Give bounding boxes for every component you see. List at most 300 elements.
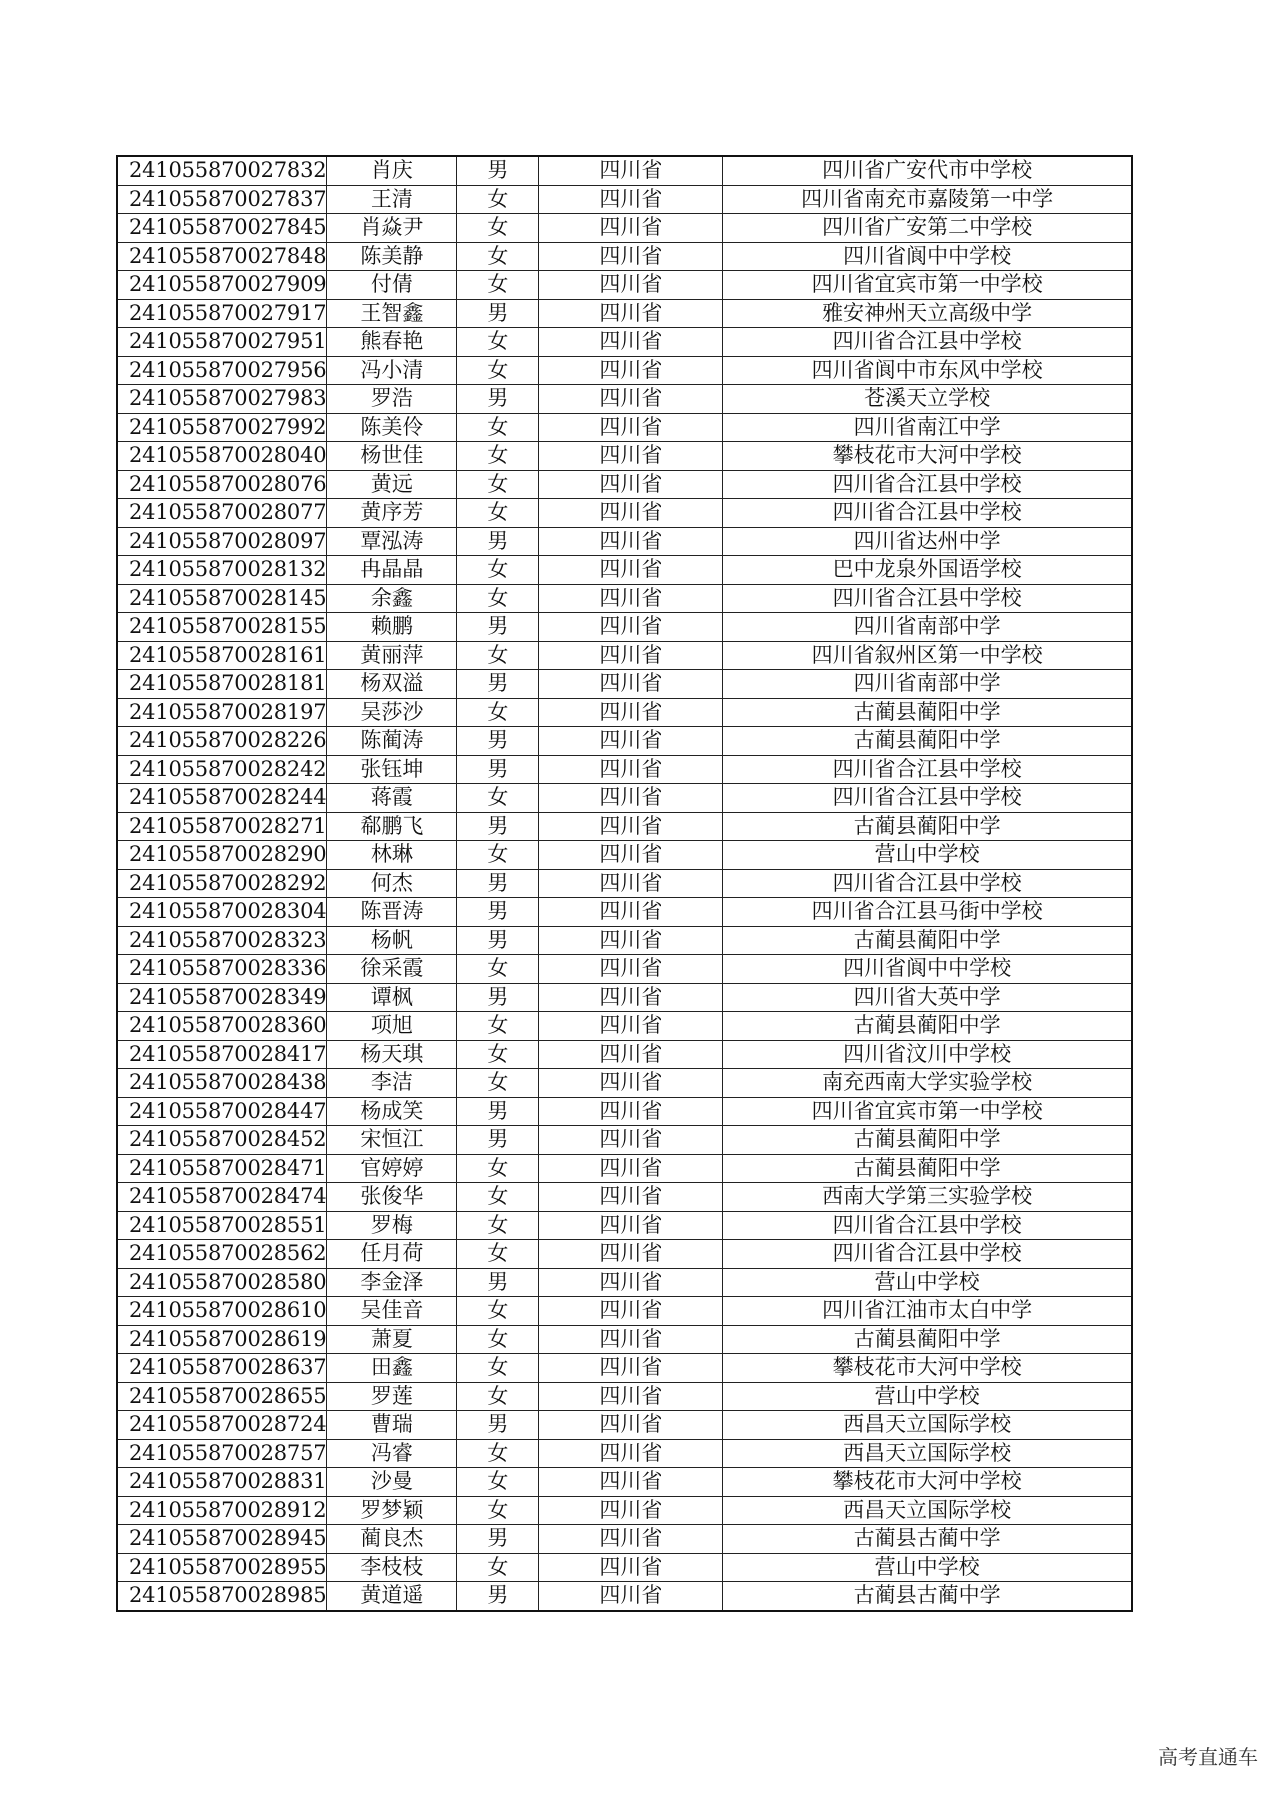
candidate-id-cell: 241055870028637 <box>117 1354 327 1383</box>
gender-cell: 女 <box>457 328 539 357</box>
gender-cell: 女 <box>457 271 539 300</box>
candidate-id-cell: 241055870028757 <box>117 1439 327 1468</box>
name-cell: 李金泽 <box>327 1268 457 1297</box>
table-row <box>117 898 1132 927</box>
candidate-id-cell: 241055870028452 <box>117 1126 327 1155</box>
province-cell: 四川省 <box>539 1240 723 1269</box>
candidate-id-cell: 241055870027845 <box>117 214 327 243</box>
school-cell: 苍溪天立学校 <box>723 385 1132 414</box>
province-cell: 四川省 <box>539 784 723 813</box>
name-cell: 余鑫 <box>327 584 457 613</box>
school-cell: 古蔺县蔺阳中学 <box>723 1154 1132 1183</box>
table-row <box>117 812 1132 841</box>
school-cell: 四川省合江县中学校 <box>723 470 1132 499</box>
school-cell: 西昌天立国际学校 <box>723 1439 1132 1468</box>
gender-cell: 男 <box>457 1126 539 1155</box>
candidate-id-cell: 241055870027917 <box>117 299 327 328</box>
name-cell: 冯睿 <box>327 1439 457 1468</box>
school-cell: 四川省合江县中学校 <box>723 755 1132 784</box>
candidate-id-cell: 241055870028155 <box>117 613 327 642</box>
name-cell: 林琳 <box>327 841 457 870</box>
school-cell: 西昌天立国际学校 <box>723 1411 1132 1440</box>
gender-cell: 女 <box>457 1240 539 1269</box>
school-cell: 四川省南充市嘉陵第一中学 <box>723 185 1132 214</box>
gender-cell: 女 <box>457 185 539 214</box>
province-cell: 四川省 <box>539 812 723 841</box>
candidate-id-cell: 241055870028945 <box>117 1525 327 1554</box>
province-cell: 四川省 <box>539 1297 723 1326</box>
province-cell: 四川省 <box>539 1582 723 1611</box>
name-cell: 曹瑞 <box>327 1411 457 1440</box>
candidate-id-cell: 241055870027951 <box>117 328 327 357</box>
table-row <box>117 1211 1132 1240</box>
candidate-id-cell: 241055870028271 <box>117 812 327 841</box>
table-row <box>117 727 1132 756</box>
candidate-id-cell: 241055870028831 <box>117 1468 327 1497</box>
table-row <box>117 1040 1132 1069</box>
gender-cell: 男 <box>457 1582 539 1611</box>
table-row <box>117 584 1132 613</box>
school-cell: 四川省叙州区第一中学校 <box>723 641 1132 670</box>
gender-cell: 男 <box>457 926 539 955</box>
name-cell: 熊春艳 <box>327 328 457 357</box>
table-row <box>117 328 1132 357</box>
name-cell: 陈美静 <box>327 242 457 271</box>
province-cell: 四川省 <box>539 1382 723 1411</box>
school-cell: 古蔺县蔺阳中学 <box>723 727 1132 756</box>
school-cell: 四川省合江县中学校 <box>723 869 1132 898</box>
table-row <box>117 784 1132 813</box>
gender-cell: 女 <box>457 1553 539 1582</box>
school-cell: 营山中学校 <box>723 1382 1132 1411</box>
candidate-id-cell: 241055870028290 <box>117 841 327 870</box>
name-cell: 张钰坤 <box>327 755 457 784</box>
school-cell: 四川省江油市太白中学 <box>723 1297 1132 1326</box>
gender-cell: 男 <box>457 1268 539 1297</box>
table-row <box>117 527 1132 556</box>
watermark-text: 高考直通车 <box>1158 1745 1258 1769</box>
gender-cell: 女 <box>457 413 539 442</box>
province-cell: 四川省 <box>539 499 723 528</box>
name-cell: 项旭 <box>327 1012 457 1041</box>
gender-cell: 女 <box>457 1439 539 1468</box>
name-cell: 吴佳音 <box>327 1297 457 1326</box>
candidate-id-cell: 241055870027832 <box>117 156 327 185</box>
name-cell: 黄远 <box>327 470 457 499</box>
school-cell: 古蔺县蔺阳中学 <box>723 698 1132 727</box>
gender-cell: 男 <box>457 1097 539 1126</box>
table-row <box>117 271 1132 300</box>
gender-cell: 女 <box>457 698 539 727</box>
candidate-id-cell: 241055870028360 <box>117 1012 327 1041</box>
province-cell: 四川省 <box>539 1097 723 1126</box>
school-cell: 古蔺县蔺阳中学 <box>723 1325 1132 1354</box>
table-row <box>117 1097 1132 1126</box>
school-cell: 四川省南部中学 <box>723 670 1132 699</box>
gender-cell: 女 <box>457 499 539 528</box>
name-cell: 杨帆 <box>327 926 457 955</box>
name-cell: 杨天琪 <box>327 1040 457 1069</box>
gender-cell: 女 <box>457 214 539 243</box>
province-cell: 四川省 <box>539 869 723 898</box>
province-cell: 四川省 <box>539 356 723 385</box>
gender-cell: 女 <box>457 442 539 471</box>
gender-cell: 男 <box>457 527 539 556</box>
school-cell: 古蔺县古蔺中学 <box>723 1525 1132 1554</box>
gender-cell: 女 <box>457 356 539 385</box>
name-cell: 罗梅 <box>327 1211 457 1240</box>
school-cell: 营山中学校 <box>723 841 1132 870</box>
school-cell: 四川省阆中中学校 <box>723 242 1132 271</box>
province-cell: 四川省 <box>539 328 723 357</box>
school-cell: 古蔺县蔺阳中学 <box>723 1012 1132 1041</box>
name-cell: 谭枫 <box>327 983 457 1012</box>
school-cell: 四川省广安代市中学校 <box>723 156 1132 185</box>
candidate-id-cell: 241055870028724 <box>117 1411 327 1440</box>
province-cell: 四川省 <box>539 1154 723 1183</box>
name-cell: 官婷婷 <box>327 1154 457 1183</box>
school-cell: 四川省合江县中学校 <box>723 1211 1132 1240</box>
province-cell: 四川省 <box>539 1126 723 1155</box>
candidate-id-cell: 241055870028349 <box>117 983 327 1012</box>
gender-cell: 女 <box>457 1012 539 1041</box>
province-cell: 四川省 <box>539 1012 723 1041</box>
candidate-id-cell: 241055870028955 <box>117 1553 327 1582</box>
school-cell: 四川省合江县马街中学校 <box>723 898 1132 927</box>
province-cell: 四川省 <box>539 385 723 414</box>
province-cell: 四川省 <box>539 242 723 271</box>
candidate-id-cell: 241055870028242 <box>117 755 327 784</box>
table-row <box>117 1325 1132 1354</box>
school-cell: 古蔺县蔺阳中学 <box>723 1126 1132 1155</box>
name-cell: 冉晶晶 <box>327 556 457 585</box>
province-cell: 四川省 <box>539 442 723 471</box>
candidate-id-cell: 241055870028438 <box>117 1069 327 1098</box>
candidate-id-cell: 241055870028417 <box>117 1040 327 1069</box>
table-row <box>117 556 1132 585</box>
table-row <box>117 698 1132 727</box>
province-cell: 四川省 <box>539 841 723 870</box>
gender-cell: 女 <box>457 470 539 499</box>
name-cell: 罗梦颖 <box>327 1496 457 1525</box>
name-cell: 徐采霞 <box>327 955 457 984</box>
table-row <box>117 1411 1132 1440</box>
candidate-id-cell: 241055870028076 <box>117 470 327 499</box>
school-cell: 四川省大英中学 <box>723 983 1132 1012</box>
gender-cell: 男 <box>457 812 539 841</box>
table-row <box>117 1553 1132 1582</box>
name-cell: 杨双溢 <box>327 670 457 699</box>
table-row <box>117 470 1132 499</box>
province-cell: 四川省 <box>539 1525 723 1554</box>
province-cell: 四川省 <box>539 898 723 927</box>
school-cell: 四川省合江县中学校 <box>723 499 1132 528</box>
candidate-id-cell: 241055870028304 <box>117 898 327 927</box>
province-cell: 四川省 <box>539 156 723 185</box>
gender-cell: 女 <box>457 1325 539 1354</box>
name-cell: 王智鑫 <box>327 299 457 328</box>
name-cell: 张俊华 <box>327 1183 457 1212</box>
name-cell: 覃泓涛 <box>327 527 457 556</box>
province-cell: 四川省 <box>539 556 723 585</box>
gender-cell: 女 <box>457 242 539 271</box>
candidate-id-cell: 241055870028181 <box>117 670 327 699</box>
school-cell: 四川省汶川中学校 <box>723 1040 1132 1069</box>
table-row <box>117 1183 1132 1212</box>
school-cell: 攀枝花市大河中学校 <box>723 1468 1132 1497</box>
candidate-id-cell: 241055870028912 <box>117 1496 327 1525</box>
table-row <box>117 1012 1132 1041</box>
table-row <box>117 1354 1132 1383</box>
table-row <box>117 670 1132 699</box>
gender-cell: 女 <box>457 784 539 813</box>
candidate-id-cell: 241055870027848 <box>117 242 327 271</box>
table-row <box>117 442 1132 471</box>
gender-cell: 男 <box>457 727 539 756</box>
gender-cell: 女 <box>457 556 539 585</box>
candidate-id-cell: 241055870028132 <box>117 556 327 585</box>
table-row <box>117 1126 1132 1155</box>
school-cell: 古蔺县蔺阳中学 <box>723 926 1132 955</box>
gender-cell: 女 <box>457 584 539 613</box>
gender-cell: 女 <box>457 1183 539 1212</box>
school-cell: 营山中学校 <box>723 1553 1132 1582</box>
candidate-id-cell: 241055870028161 <box>117 641 327 670</box>
school-cell: 四川省宜宾市第一中学校 <box>723 1097 1132 1126</box>
candidate-id-cell: 241055870028244 <box>117 784 327 813</box>
province-cell: 四川省 <box>539 755 723 784</box>
province-cell: 四川省 <box>539 1040 723 1069</box>
candidate-id-cell: 241055870028985 <box>117 1582 327 1611</box>
name-cell: 李枝枝 <box>327 1553 457 1582</box>
name-cell: 罗莲 <box>327 1382 457 1411</box>
table-row <box>117 1582 1132 1611</box>
table-row <box>117 499 1132 528</box>
gender-cell: 男 <box>457 755 539 784</box>
province-cell: 四川省 <box>539 1496 723 1525</box>
table-row <box>117 869 1132 898</box>
table-row <box>117 413 1132 442</box>
table-row <box>117 983 1132 1012</box>
gender-cell: 女 <box>457 1211 539 1240</box>
candidate-id-cell: 241055870027837 <box>117 185 327 214</box>
province-cell: 四川省 <box>539 1268 723 1297</box>
gender-cell: 女 <box>457 1354 539 1383</box>
province-cell: 四川省 <box>539 983 723 1012</box>
province-cell: 四川省 <box>539 185 723 214</box>
candidate-id-cell: 241055870028097 <box>117 527 327 556</box>
table-row <box>117 1297 1132 1326</box>
gender-cell: 男 <box>457 299 539 328</box>
gender-cell: 男 <box>457 385 539 414</box>
province-cell: 四川省 <box>539 214 723 243</box>
province-cell: 四川省 <box>539 1553 723 1582</box>
school-cell: 攀枝花市大河中学校 <box>723 1354 1132 1383</box>
name-cell: 沙曼 <box>327 1468 457 1497</box>
school-cell: 四川省阆中中学校 <box>723 955 1132 984</box>
gender-cell: 男 <box>457 613 539 642</box>
candidate-id-cell: 241055870028655 <box>117 1382 327 1411</box>
name-cell: 赖鹏 <box>327 613 457 642</box>
school-cell: 四川省南江中学 <box>723 413 1132 442</box>
province-cell: 四川省 <box>539 1069 723 1098</box>
school-cell: 四川省南部中学 <box>723 613 1132 642</box>
school-cell: 四川省合江县中学校 <box>723 1240 1132 1269</box>
school-cell: 四川省合江县中学校 <box>723 328 1132 357</box>
name-cell: 陈美伶 <box>327 413 457 442</box>
province-cell: 四川省 <box>539 613 723 642</box>
gender-cell: 女 <box>457 1040 539 1069</box>
name-cell: 杨成笑 <box>327 1097 457 1126</box>
table-row <box>117 841 1132 870</box>
gender-cell: 女 <box>457 841 539 870</box>
gender-cell: 女 <box>457 1382 539 1411</box>
province-cell: 四川省 <box>539 584 723 613</box>
name-cell: 黄序芳 <box>327 499 457 528</box>
candidate-id-cell: 241055870028292 <box>117 869 327 898</box>
province-cell: 四川省 <box>539 1183 723 1212</box>
table-row <box>117 641 1132 670</box>
candidate-id-cell: 241055870028197 <box>117 698 327 727</box>
candidate-id-cell: 241055870027909 <box>117 271 327 300</box>
table-row <box>117 185 1132 214</box>
province-cell: 四川省 <box>539 1411 723 1440</box>
candidate-id-cell: 241055870027956 <box>117 356 327 385</box>
school-cell: 四川省合江县中学校 <box>723 784 1132 813</box>
province-cell: 四川省 <box>539 1468 723 1497</box>
school-cell: 西南大学第三实验学校 <box>723 1183 1132 1212</box>
school-cell: 古蔺县蔺阳中学 <box>723 812 1132 841</box>
name-cell: 罗浩 <box>327 385 457 414</box>
name-cell: 田鑫 <box>327 1354 457 1383</box>
table-row <box>117 1468 1132 1497</box>
name-cell: 黄丽萍 <box>327 641 457 670</box>
name-cell: 杨世佳 <box>327 442 457 471</box>
table-row <box>117 242 1132 271</box>
table-row <box>117 214 1132 243</box>
table-row <box>117 1525 1132 1554</box>
table-row <box>117 1069 1132 1098</box>
province-cell: 四川省 <box>539 470 723 499</box>
name-cell: 黄道遥 <box>327 1582 457 1611</box>
province-cell: 四川省 <box>539 271 723 300</box>
table-row <box>117 1154 1132 1183</box>
candidate-id-cell: 241055870027983 <box>117 385 327 414</box>
province-cell: 四川省 <box>539 527 723 556</box>
table-row <box>117 955 1132 984</box>
province-cell: 四川省 <box>539 698 723 727</box>
school-cell: 古蔺县古蔺中学 <box>723 1582 1132 1611</box>
province-cell: 四川省 <box>539 670 723 699</box>
gender-cell: 男 <box>457 1411 539 1440</box>
gender-cell: 女 <box>457 1297 539 1326</box>
province-cell: 四川省 <box>539 955 723 984</box>
name-cell: 宋恒江 <box>327 1126 457 1155</box>
table-row <box>117 299 1132 328</box>
gender-cell: 男 <box>457 869 539 898</box>
table-row <box>117 926 1132 955</box>
school-cell: 四川省合江县中学校 <box>723 584 1132 613</box>
gender-cell: 女 <box>457 1468 539 1497</box>
candidate-id-cell: 241055870028619 <box>117 1325 327 1354</box>
roster-body <box>117 156 1132 1611</box>
school-cell: 雅安神州天立高级中学 <box>723 299 1132 328</box>
school-cell: 南充西南大学实验学校 <box>723 1069 1132 1098</box>
candidate-id-cell: 241055870028551 <box>117 1211 327 1240</box>
gender-cell: 男 <box>457 670 539 699</box>
table-row <box>117 1382 1132 1411</box>
name-cell: 吴莎沙 <box>327 698 457 727</box>
candidate-id-cell: 241055870028447 <box>117 1097 327 1126</box>
gender-cell: 女 <box>457 641 539 670</box>
table-row <box>117 1496 1132 1525</box>
name-cell: 郗鹏飞 <box>327 812 457 841</box>
table-row <box>117 1439 1132 1468</box>
name-cell: 李洁 <box>327 1069 457 1098</box>
name-cell: 萧夏 <box>327 1325 457 1354</box>
name-cell: 陈晋涛 <box>327 898 457 927</box>
name-cell: 付倩 <box>327 271 457 300</box>
table-row <box>117 755 1132 784</box>
roster-table <box>116 155 1133 1612</box>
name-cell: 何杰 <box>327 869 457 898</box>
table-row <box>117 156 1132 185</box>
table-row <box>117 613 1132 642</box>
province-cell: 四川省 <box>539 413 723 442</box>
candidate-id-cell: 241055870028562 <box>117 1240 327 1269</box>
gender-cell: 男 <box>457 983 539 1012</box>
candidate-id-cell: 241055870028580 <box>117 1268 327 1297</box>
table-row <box>117 1240 1132 1269</box>
name-cell: 王清 <box>327 185 457 214</box>
province-cell: 四川省 <box>539 641 723 670</box>
candidate-id-cell: 241055870027992 <box>117 413 327 442</box>
province-cell: 四川省 <box>539 1325 723 1354</box>
name-cell: 肖焱尹 <box>327 214 457 243</box>
province-cell: 四川省 <box>539 1354 723 1383</box>
province-cell: 四川省 <box>539 299 723 328</box>
gender-cell: 男 <box>457 156 539 185</box>
province-cell: 四川省 <box>539 926 723 955</box>
candidate-id-cell: 241055870028474 <box>117 1183 327 1212</box>
name-cell: 任月荷 <box>327 1240 457 1269</box>
gender-cell: 男 <box>457 898 539 927</box>
table-row <box>117 385 1132 414</box>
province-cell: 四川省 <box>539 727 723 756</box>
candidate-id-cell: 241055870028471 <box>117 1154 327 1183</box>
gender-cell: 男 <box>457 1525 539 1554</box>
school-cell: 四川省达州中学 <box>723 527 1132 556</box>
candidate-id-cell: 241055870028336 <box>117 955 327 984</box>
name-cell: 肖庆 <box>327 156 457 185</box>
name-cell: 冯小清 <box>327 356 457 385</box>
school-cell: 四川省阆中市东风中学校 <box>723 356 1132 385</box>
school-cell: 四川省宜宾市第一中学校 <box>723 271 1132 300</box>
name-cell: 陈蔺涛 <box>327 727 457 756</box>
school-cell: 巴中龙泉外国语学校 <box>723 556 1132 585</box>
candidate-id-cell: 241055870028145 <box>117 584 327 613</box>
province-cell: 四川省 <box>539 1211 723 1240</box>
candidate-id-cell: 241055870028610 <box>117 1297 327 1326</box>
province-cell: 四川省 <box>539 1439 723 1468</box>
candidate-id-cell: 241055870028226 <box>117 727 327 756</box>
candidate-id-cell: 241055870028077 <box>117 499 327 528</box>
gender-cell: 女 <box>457 1069 539 1098</box>
name-cell: 蔺良杰 <box>327 1525 457 1554</box>
table-row <box>117 356 1132 385</box>
school-cell: 攀枝花市大河中学校 <box>723 442 1132 471</box>
name-cell: 蒋霞 <box>327 784 457 813</box>
